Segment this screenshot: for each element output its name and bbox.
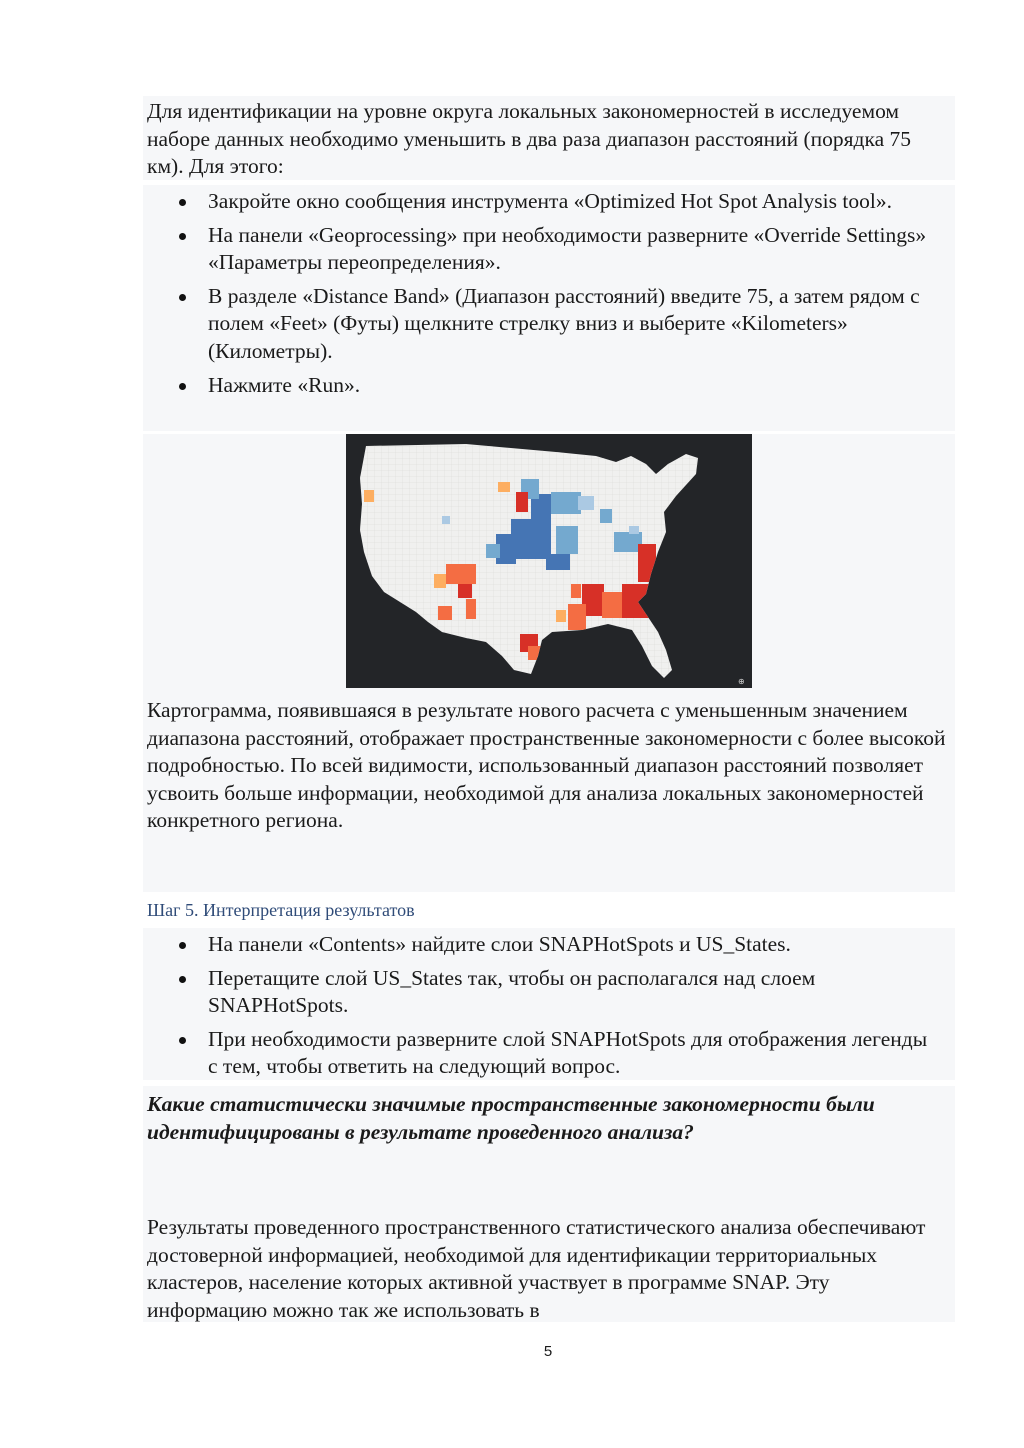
page-number: 5 — [543, 1343, 553, 1360]
list-item: При необходимости разверните слой SNAPHotSpots для отображения легенды с тем, чтобы ответить на следующий вопрос. — [147, 1026, 937, 1081]
list-item: Закройте окно сообщения инструмента «Optimized Hot Spot Analysis tool». — [147, 188, 937, 216]
intro-paragraph: Для идентификации на уровне округа локальных закономерностей в исследуемом наборе данных необходимо уменьшить в два раза диапазон расстояний (порядка 75 км). Для этого: — [147, 99, 912, 179]
conclusion-paragraph: Результаты проведенного пространственного статистического анализа обеспечивают достоверной информацией, необходимой для идентификации территориальных кластеров, население которых активной участвует в программе SNAP. Эту информацию можно так же использовать в — [147, 1215, 926, 1322]
step5-heading: Шаг 5. Интерпретация результатов — [147, 900, 415, 920]
map-caption: Картограмма, появившаяся в результате нового расчета с уменьшенным значением диапазона расстояний, отображает пространственные закономерности с более высокой подробностью. По всей видимости, использованный диапазон расстояний позволяет усвоить больше информации, необходимой для анализа локальных закономерностей конкретного региона. — [147, 698, 946, 833]
hot-spot-map — [346, 434, 752, 688]
map-watermark: ⊕ — [738, 677, 745, 686]
steps-list-1 — [147, 188, 937, 405]
steps-list-2 — [147, 931, 937, 1087]
list-item: Перетащите слой US_States так, чтобы он располагался над слоем SNAPHotSpots. — [147, 965, 937, 1020]
list-item: На панели «Geoprocessing» при необходимости разверните «Override Settings» «Параметры переопределения». — [147, 222, 937, 277]
us-map-figure — [346, 434, 752, 688]
list-item: Нажмите «Run». — [147, 372, 937, 400]
list-item: В разделе «Distance Band» (Диапазон расстояний) введите 75, а затем рядом с полем «Feet» (Футы) щелкните стрелку вниз и выберите «Kilometers» (Километры). — [147, 283, 937, 366]
list-item: На панели «Contents» найдите слои SNAPHotSpots и US_States. — [147, 931, 937, 959]
question-text: Какие статистически значимые пространственные закономерности были идентифицированы в результате проведенного анализа? — [147, 1092, 875, 1144]
